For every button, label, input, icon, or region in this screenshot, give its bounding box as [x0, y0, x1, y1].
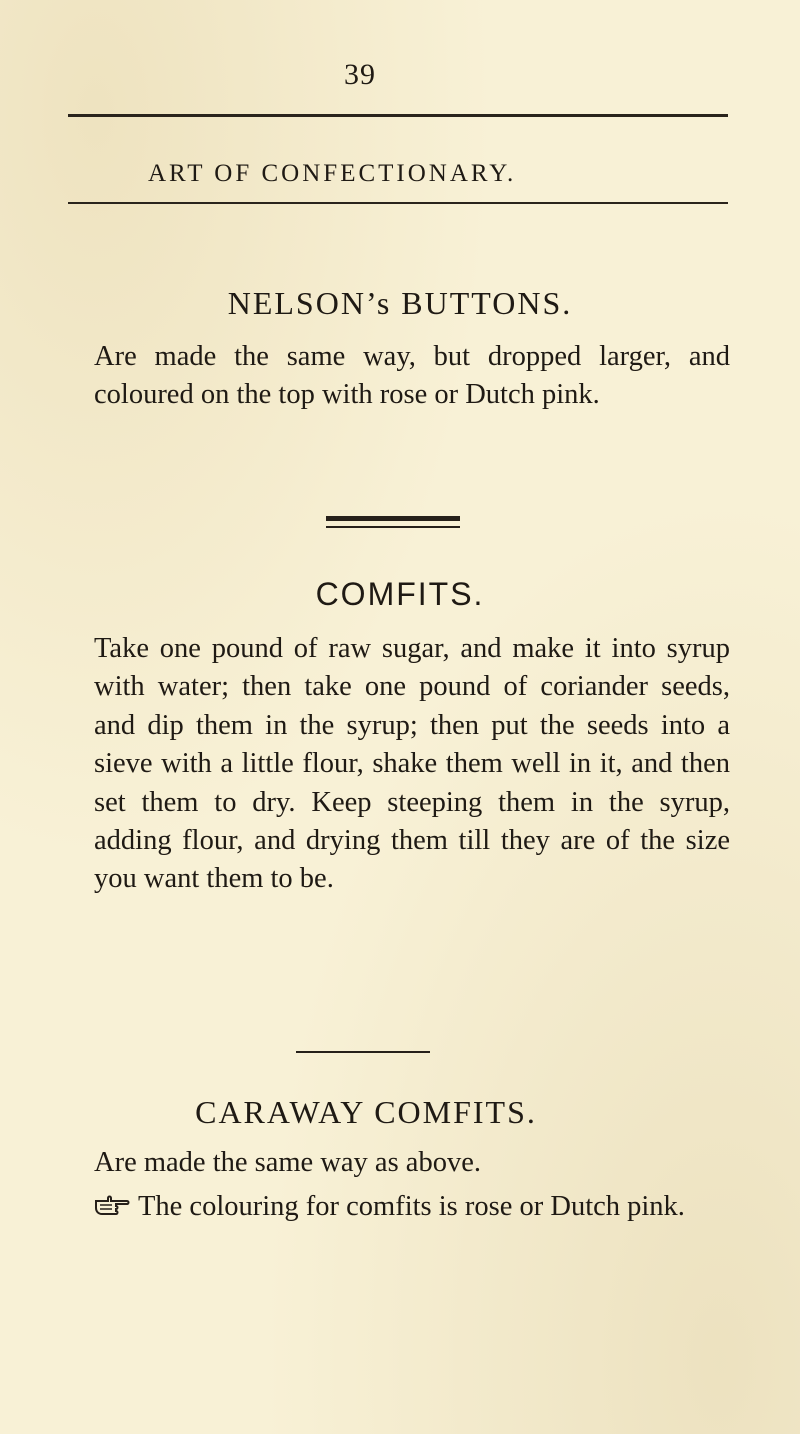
note-paragraph: [58, 1188, 730, 1226]
header-rule: [68, 114, 728, 117]
pointing-hand-icon: [94, 1190, 130, 1212]
running-head-rule: [68, 202, 728, 204]
section-divider: [296, 1051, 430, 1053]
section-heading-caraway-comfits: CARAWAY COMFITS.: [195, 1094, 537, 1130]
section-text-nelsons-buttons: [58, 338, 730, 415]
section-text-comfits: [58, 630, 730, 899]
page-number: 39: [344, 58, 376, 91]
section-text-caraway-comfits: [58, 1144, 730, 1182]
note-text: The colouring for comfits is rose or Dutch pink.: [138, 1191, 685, 1222]
paragraph: Are made the same way as above.: [94, 1147, 481, 1178]
section-heading-nelsons-buttons: NELSON’s BUTTONS.: [227, 285, 573, 321]
divider-thick-bar: [326, 516, 460, 521]
paragraph: Are made the same way, but dropped larger, and coloured on the top with rose or Dutch pink.: [94, 341, 730, 411]
running-head: ART OF CONFECTIONARY.: [148, 160, 517, 187]
section-heading-comfits: COMFITS.: [315, 576, 485, 612]
paragraph: Take one pound of raw sugar, and make it into syrup with water; then take one pound of coriander seeds, and dip them in the syrup; then put the seeds into a sieve with a little flour, shake them well in it, and then set them to dry. Keep steeping them in the syrup, adding flour, and drying them till they are of the size you want them to be.: [94, 633, 730, 895]
divider-thin-bar: [326, 526, 460, 528]
note: [58, 1188, 730, 1226]
section-divider: [326, 516, 460, 528]
